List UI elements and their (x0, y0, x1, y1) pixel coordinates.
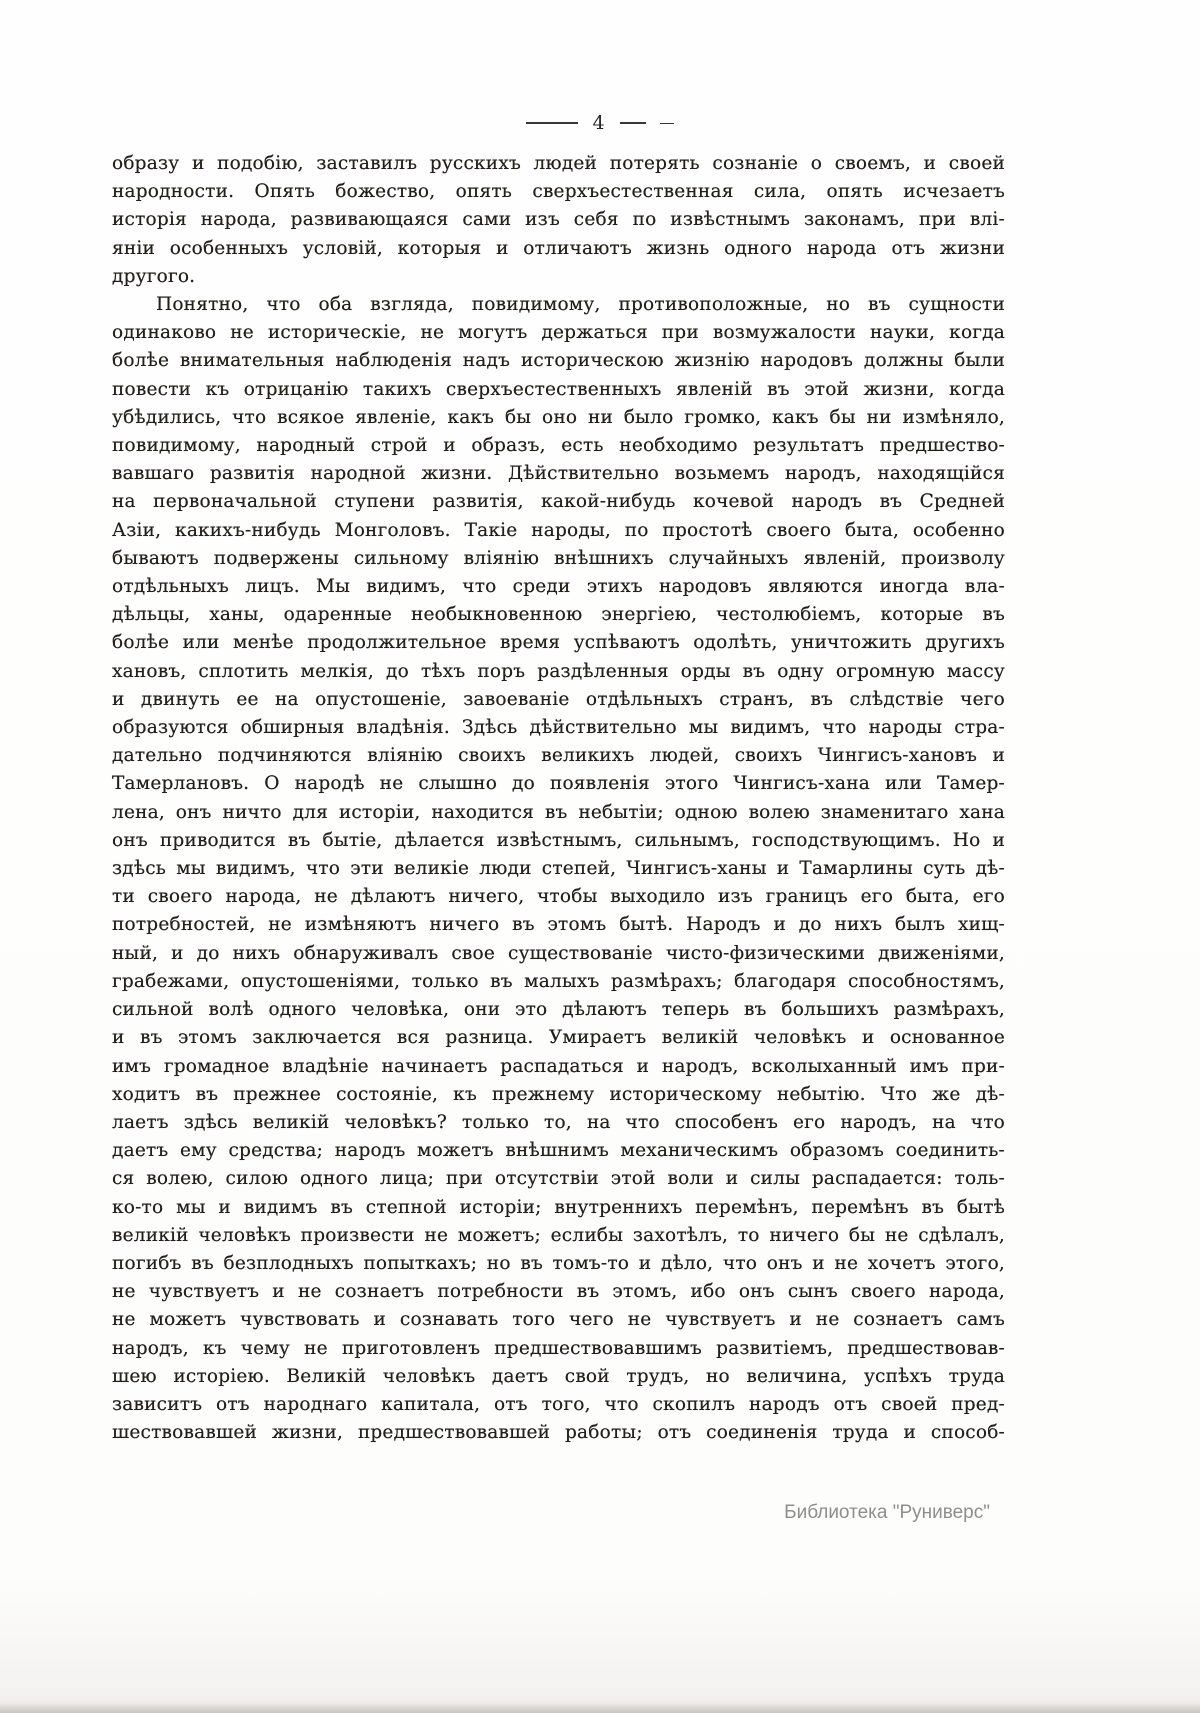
text-line: онъ приводится въ бытіе, дѣлается извѣстнымъ, сильнымъ, господствующимъ. Но и (112, 829, 1005, 851)
text-line: имъ громадное владѣніе начинаетъ распадаться и народъ, всколыханный имъ при- (112, 1055, 1005, 1077)
text-line: яніи особенныхъ условій, которыя и отличаютъ жизнь одного народа отъ жизни (112, 237, 1005, 259)
text-line: хановъ, сплотить мелкія, до тѣхъ поръ раздѣленныя орды въ одну огромную массу (112, 660, 1005, 682)
text-line: здѣсь мы видимъ, что эти великіе люди степей, Чингисъ-ханы и Тамарлины суть дѣ- (112, 858, 1005, 880)
text-line: погибъ въ безплодныхъ попыткахъ; но въ томъ-то и дѣло, что онъ и не хочетъ этого, (112, 1252, 1005, 1274)
text-line: зависитъ отъ народнаго капитала, отъ того, что скопилъ народъ отъ своей пред- (112, 1393, 1005, 1415)
library-watermark: Библиотека "Руниверс" (784, 1502, 990, 1523)
text-line: ный, и до нихъ обнаруживалъ свое существованіе чисто-физическими движеніями, (112, 942, 1005, 964)
text-line: ся волею, силою одного лица; при отсутствіи этой воли и силы распадается: толь- (112, 1168, 1005, 1190)
text-line: шею исторіею. Великій человѣкъ даетъ свой трудъ, но величина, успѣхъ труда (112, 1365, 1005, 1387)
text-line: болѣе или менѣе продолжительное время успѣваютъ одолѣть, уничтожить другихъ (112, 632, 1005, 654)
text-line: другого. (112, 265, 196, 287)
text-line: ти своего народа, не дѣлаютъ ничего, чтобы выходило изъ границъ его быта, его (112, 886, 1005, 908)
page-header (0, 112, 1200, 134)
text-line: не чувствуетъ и не сознаетъ потребности въ этомъ, ибо онъ сынъ своего народа, (112, 1281, 1005, 1303)
text-line: Тамерлановъ. О народѣ не слышно до появленія этого Чингисъ-хана или Тамер- (112, 773, 1005, 795)
text-line: образуются обширныя владѣнія. Здѣсь дѣйствительно мы видимъ, что народы стра- (112, 717, 1005, 739)
text-line: на первоначальной ступени развитія, какой-нибудь кочевой народъ въ Средней (112, 491, 1005, 513)
text-line: шествовавшей жизни, предшествовавшей работы; отъ соединенія труда и способ- (112, 1422, 1005, 1444)
text-line: лена, онъ ничто для исторіи, находится въ небытіи; одною волею знаменитаго хана (112, 801, 1005, 823)
text-line: и въ этомъ заключается вся разница. Умираетъ великій человѣкъ и основанное (112, 1027, 1005, 1049)
text-line: дательно подчиняются вліянію своихъ великихъ людей, своихъ Чингисъ-хановъ и (112, 745, 1005, 767)
text-block (112, 150, 1005, 1447)
text-line: даетъ ему средства; народъ можетъ внѣшнимъ механическимъ образомъ соединить- (112, 1140, 1005, 1162)
text-line: повести къ отрицанію такихъ сверхъестественныхъ явленій въ этой жизни, когда (112, 378, 1005, 400)
text-line: убѣдились, что всякое явленіе, какъ бы оно ни было громко, какъ бы ни измѣняло, (112, 406, 1005, 428)
text-line: Понятно, что оба взгляда, повидимому, противоположные, но въ сущности (156, 294, 1005, 316)
text-line: и двинуть ее на опустошеніе, завоеваніе отдѣльныхъ странъ, въ слѣдствіе чего (112, 688, 1005, 710)
header-rule-right-short (660, 123, 674, 124)
scan-bottom-edge (0, 1703, 1200, 1713)
text-line: потребностей, не измѣняютъ ничего въ этомъ бытѣ. Народъ и до нихъ былъ хищ- (112, 914, 1005, 936)
text-line: вавшаго развитія народной жизни. Дѣйствительно возьмемъ народъ, находящійся (112, 463, 1005, 485)
text-line: отдѣльныхъ лицъ. Мы видимъ, что среди этихъ народовъ являются иногда вла- (112, 576, 1005, 598)
text-line: Азіи, какихъ-нибудь Монголовъ. Такіе народы, по простотѣ своего быта, особенно (112, 519, 1005, 541)
text-line: великій человѣкъ произвести не можетъ; еслибы захотѣлъ, то ничего бы не сдѣлалъ, (112, 1224, 1005, 1246)
text-line: болѣе внимательныя наблюденія надъ историческою жизнію народовъ должны были (112, 350, 1005, 372)
text-line: бываютъ подвержены сильному вліянію внѣшнихъ случайныхъ явленій, произволу (112, 547, 1005, 569)
header-rule-right (620, 122, 646, 124)
text-line: ко-то мы и видимъ въ степной исторіи; внутреннихъ перемѣнъ, перемѣнъ въ бытѣ (112, 1196, 1005, 1218)
text-line: одинаково не историческіе, не могутъ держаться при возмужалости науки, когда (112, 322, 1005, 344)
text-line: народъ, къ чему не приготовленъ предшествовавшимъ развитіемъ, предшествовав- (112, 1337, 1005, 1359)
text-line: исторія народа, развивающаяся сами изъ себя по извѣстнымъ законамъ, при влі- (112, 209, 1005, 231)
text-line: лаетъ здѣсь великій человѣкъ? только то, на что способенъ его народъ, на что (112, 1111, 1005, 1133)
header-rule-left (526, 122, 578, 124)
text-line: народности. Опять божество, опять сверхъестественная сила, опять исчезаетъ (112, 181, 1005, 203)
text-line: грабежами, опустошеніями, только въ малыхъ размѣрахъ; благодаря способностямъ, (112, 970, 1005, 992)
text-line: повидимому, народный строй и образъ, есть необходимо результатъ предшество- (112, 435, 1005, 457)
page-number: 4 (592, 112, 606, 134)
text-line: сильной волѣ одного человѣка, они это дѣлаютъ теперь въ большихъ размѣрахъ, (112, 999, 1005, 1021)
text-line: дѣльцы, ханы, одаренные необыкновенною энергіею, честолюбіемъ, которые въ (112, 604, 1005, 626)
text-line: не можетъ чувствовать и сознавать того чего не чувствуетъ и не сознаетъ самъ (112, 1309, 1005, 1331)
text-line: ходитъ въ прежнее состояніе, къ прежнему историческому небытію. Что же дѣ- (112, 1083, 1005, 1105)
text-line: образу и подобію, заставилъ русскихъ людей потерять сознаніе о своемъ, и своей (112, 153, 1005, 174)
